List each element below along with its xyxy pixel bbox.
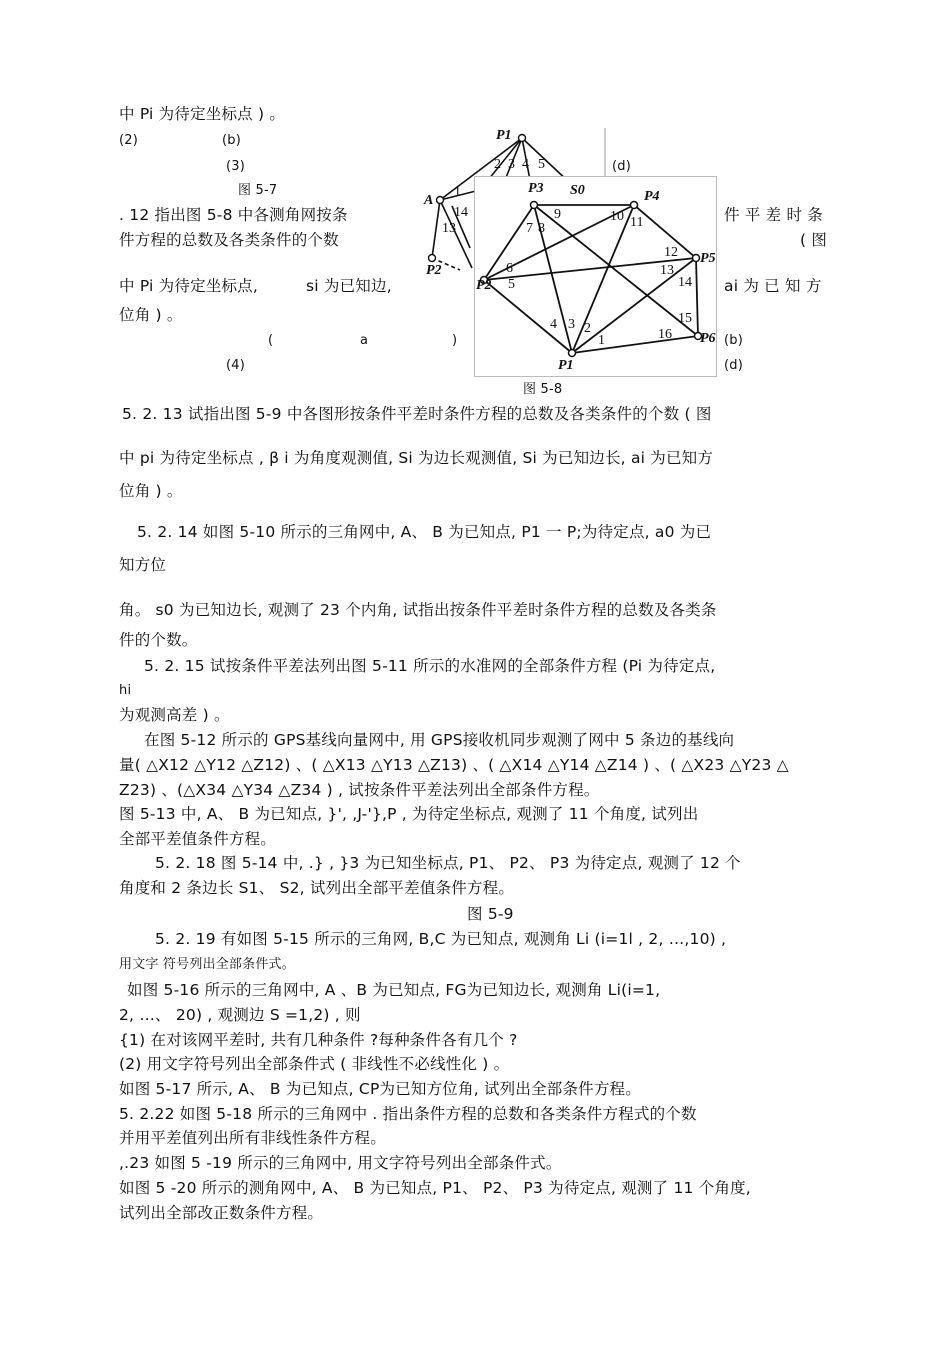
text-line: 角度和 2 条边长 S1、 S2, 试列出全部平差值条件方程。 bbox=[119, 879, 515, 897]
text-line: (2) bbox=[119, 133, 139, 148]
angle-label: 2 bbox=[584, 321, 591, 336]
text-line: 中 Pi 为待定坐标点, bbox=[119, 277, 258, 295]
angle-label: 4 bbox=[522, 157, 529, 172]
angle-label: 4 bbox=[550, 317, 557, 332]
text-line: ) bbox=[452, 333, 458, 348]
text-line: (d) bbox=[724, 358, 743, 373]
text-line: 件 平 差 时 条 bbox=[724, 206, 824, 224]
text-line: 全部平差值条件方程。 bbox=[119, 830, 277, 848]
angle-label: 3 bbox=[508, 157, 515, 172]
figure-caption: 图 5-8 bbox=[523, 382, 563, 397]
text-line: 角。 s0 为已知边长, 观测了 23 个内角, 试指出按条件平差时条件方程的总数及各类条 bbox=[119, 601, 717, 619]
point-label: P6 bbox=[700, 331, 716, 346]
text-line: 位角 ) 。 bbox=[119, 306, 183, 324]
text-line: 用文字 符号列出全部条件式。 bbox=[119, 957, 295, 972]
text-line: 图 5-13 中, A、 B 为已知点, }', ,J-'},P , 为待定坐标点, 观测了 11 个角度, 试列出 bbox=[119, 805, 699, 823]
text-line: (4) bbox=[226, 358, 246, 373]
angle-label: 6 bbox=[506, 261, 513, 276]
text-line: 试列出全部改正数条件方程。 bbox=[119, 1204, 324, 1222]
angle-label: 14 bbox=[454, 205, 468, 220]
text-line: si 为已知边, bbox=[306, 277, 392, 295]
text-line: 件方程的总数及各类条件的个数 bbox=[119, 231, 339, 249]
text-line: ( 图 bbox=[800, 231, 828, 249]
text-line: 位角 ) 。 bbox=[119, 482, 183, 500]
text-line: a bbox=[360, 333, 369, 348]
text-line: 5. 2. 14 如图 5-10 所示的三角网中, A、 B 为已知点, P1 一 P;为待定点, a0 为已 bbox=[137, 523, 712, 541]
text-line: 5. 2. 19 有如图 5-15 所示的三角网, B,C 为已知点, 观测角 Li (i=1l , 2, …,10) , bbox=[155, 930, 727, 948]
text-line: 件的个数。 bbox=[119, 631, 198, 649]
angle-label: 11 bbox=[630, 215, 644, 230]
text-line: (3) bbox=[226, 159, 246, 174]
text-line: {1) 在对该网平差时, 共有几种条件 ?每种条件各有几个 ? bbox=[119, 1031, 518, 1049]
angle-label: 13 bbox=[660, 263, 674, 278]
known-side-label: S0 bbox=[570, 183, 585, 198]
text-line: 如图 5 -20 所示的测角网中, A、 B 为已知点, P1、 P2、 P3 为待定点, 观测了 11 个角度, bbox=[119, 1179, 751, 1197]
text-line: 5. 2.22 如图 5-18 所示的三角网中 . 指出条件方程的总数和各类条件方程式的个数 bbox=[119, 1105, 697, 1123]
text-line: ,.23 如图 5 -19 所示的三角网中, 用文字符号列出全部条件式。 bbox=[119, 1154, 562, 1172]
angle-label: 3 bbox=[568, 317, 575, 332]
point-label: P5 bbox=[700, 251, 716, 266]
angle-label: 5 bbox=[508, 277, 515, 292]
text-line: 并用平差值列出所有非线性条件方程。 bbox=[119, 1129, 386, 1147]
point-label: P2 bbox=[426, 263, 442, 278]
text-line: (b) bbox=[724, 333, 743, 348]
text-line: 5. 2. 18 图 5-14 中, .} , }3 为已知坐标点, P1、 P2、 P3 为待定点, 观测了 12 个 bbox=[155, 854, 741, 872]
text-line: . 12 指出图 5-8 中各测角网按条 bbox=[119, 206, 348, 224]
text-line: 如图 5-16 所示的三角网中, A 、B 为已知点, FG为已知边长, 观测角 Li(i=1, bbox=[127, 981, 661, 999]
point-label: P1 bbox=[496, 128, 512, 143]
figure-5-8-image bbox=[474, 176, 717, 377]
text-line: Z23) 、(△X34 △Y34 △Z34 ) , 试按条件平差法列出全部条件方程。 bbox=[119, 781, 600, 799]
angle-label: 1 bbox=[598, 333, 605, 348]
angle-label: 9 bbox=[554, 207, 561, 222]
text-line: 中 pi 为待定坐标点 , β i 为角度观测值, Si 为边长观测值, Si 为已知边长, ai 为已知方 bbox=[119, 449, 714, 467]
angle-label: 1 bbox=[454, 185, 461, 200]
point-label: P3 bbox=[528, 181, 544, 196]
text-line: 为观测高差 ) 。 bbox=[119, 706, 230, 724]
text-line: 知方位 bbox=[119, 556, 167, 574]
text-line: ai 为 已 知 方 bbox=[724, 277, 822, 295]
figure-caption: 图 5-7 bbox=[238, 183, 278, 198]
angle-label: 14 bbox=[678, 275, 692, 290]
text-line: 中 Pi 为待定坐标点 ) 。 bbox=[119, 105, 286, 123]
triangulation-figure-b bbox=[474, 176, 717, 377]
angle-label: 12 bbox=[664, 245, 678, 260]
angle-label: 2 bbox=[494, 157, 501, 172]
text-line: 2, …、 20) , 观测边 S =1,2) , 则 bbox=[119, 1006, 361, 1024]
angle-label: 7 bbox=[526, 221, 533, 236]
text-line: 量( △X12 △Y12 △Z12) 、( △X13 △Y13 △Z13) 、( △X14 △Y14 △Z14 ) 、( △X23 △Y23 △ bbox=[119, 756, 789, 774]
point-label: A bbox=[424, 193, 434, 208]
angle-label: 10 bbox=[610, 209, 624, 224]
text-line: (d) bbox=[612, 159, 631, 174]
text-line: 5. 2. 13 试指出图 5-9 中各图形按条件平差时条件方程的总数及各类条件的个数 ( 图 bbox=[122, 405, 712, 423]
point-label: P4 bbox=[644, 189, 660, 204]
text-line: (2) 用文字符号列出全部条件式 ( 非线性不必线性化 ) 。 bbox=[119, 1055, 510, 1073]
angle-label: 16 bbox=[658, 327, 672, 342]
angle-label: 5 bbox=[538, 157, 545, 172]
angle-label: 13 bbox=[442, 221, 456, 236]
text-line: (b) bbox=[222, 133, 241, 148]
point-label: P1 bbox=[558, 358, 574, 373]
text-line: 在图 5-12 所示的 GPS基线向量网中, 用 GPS接收机同步观测了网中 5 条边的基线向 bbox=[144, 731, 735, 749]
figure-caption: 图 5-9 bbox=[467, 905, 514, 923]
text-line: 如图 5-17 所示, A、 B 为已知点, CP为已知方位角, 试列出全部条件方程。 bbox=[119, 1080, 641, 1098]
text-line: hi bbox=[119, 683, 132, 698]
angle-label: 15 bbox=[678, 311, 692, 326]
text-line: 5. 2. 15 试按条件平差法列出图 5-11 所示的水准网的全部条件方程 (Pi 为待定点, bbox=[144, 657, 716, 675]
angle-label: 8 bbox=[538, 221, 545, 236]
point-label: P2 bbox=[476, 278, 492, 293]
text-line: ( bbox=[268, 333, 274, 348]
